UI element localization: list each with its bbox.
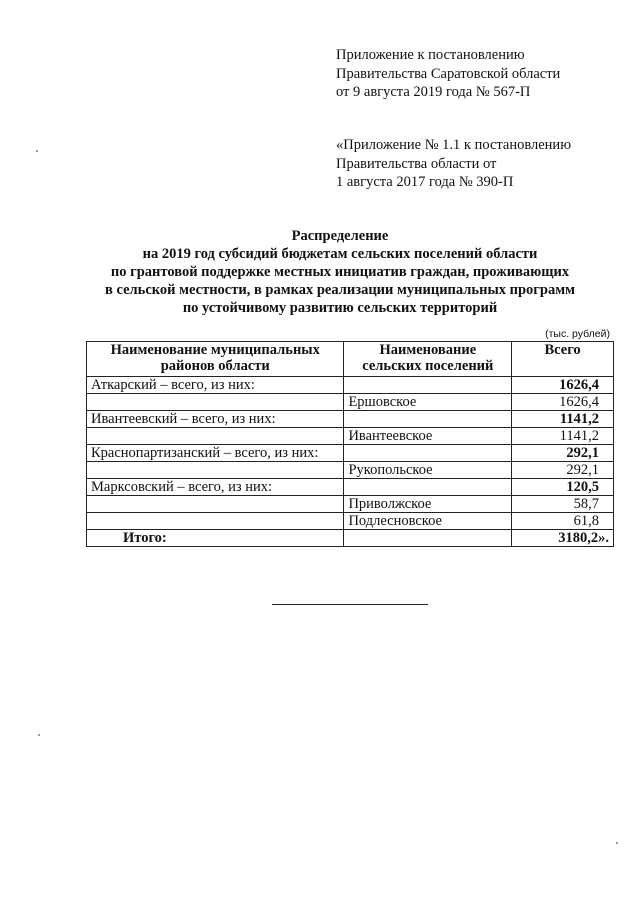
settlement-cell: Подлесновское: [344, 513, 512, 530]
subsidy-table: [86, 341, 614, 547]
scan-speck: [38, 734, 40, 736]
total-label: Итого:: [87, 530, 344, 547]
unit-label: (тыс. рублей): [545, 328, 610, 340]
settlement-cell: [344, 479, 512, 496]
title-line: в сельской местности, в рамках реализации муниципальных программ: [105, 282, 575, 298]
table-row: [87, 377, 614, 394]
table-header-row: [87, 342, 614, 377]
settlement-cell: Приволжское: [344, 496, 512, 513]
header-total: Всего: [512, 342, 614, 377]
header-districts: Наименование муниципальных районов области: [87, 342, 344, 377]
annex-reference: Приложение к постановлению Правительства Саратовской области от 9 августа 2019 года № 567-П: [336, 47, 561, 100]
amount-cell: 292,1: [512, 462, 614, 479]
amount-cell: 61,8: [512, 513, 614, 530]
table-row: [87, 428, 614, 445]
title-line: по устойчивому развитию сельских территорий: [182, 300, 498, 316]
settlement-cell: [344, 411, 512, 428]
amount-cell: 1626,4: [512, 394, 614, 411]
district-cell: [87, 394, 344, 411]
district-cell: [87, 513, 344, 530]
table-row: [87, 496, 614, 513]
table-row: [87, 479, 614, 496]
district-cell: Марксовский – всего, из них:: [87, 479, 344, 496]
district-cell: Краснопартизанский – всего, из них:: [87, 445, 344, 462]
total-empty-cell: [344, 530, 512, 547]
amount-cell: 1141,2: [512, 428, 614, 445]
table-row: [87, 394, 614, 411]
district-cell: [87, 496, 344, 513]
district-cell: Аткарский – всего, из них:: [87, 377, 344, 394]
title-line: Распределение: [291, 228, 389, 244]
total-row: [87, 530, 614, 547]
scan-speck: [616, 842, 618, 844]
total-value: 3180,2».: [512, 530, 614, 547]
table-row: [87, 445, 614, 462]
settlement-cell: Рукопольское: [344, 462, 512, 479]
table-row: [87, 462, 614, 479]
scan-speck: [36, 150, 38, 152]
annex-amendment-reference: «Приложение № 1.1 к постановлению Правительства области от 1 августа 2017 года № 390-П: [336, 137, 572, 190]
table-row: [87, 411, 614, 428]
district-cell: Ивантеевский – всего, из них:: [87, 411, 344, 428]
amount-cell: 292,1: [512, 445, 614, 462]
settlement-cell: Ершовское: [344, 394, 512, 411]
district-cell: [87, 462, 344, 479]
amount-cell: 1141,2: [512, 411, 614, 428]
district-cell: [87, 428, 344, 445]
closing-rule: [272, 604, 428, 605]
amount-cell: 120,5: [512, 479, 614, 496]
amount-cell: 1626,4: [512, 377, 614, 394]
table-row: [87, 513, 614, 530]
title-line: на 2019 год субсидий бюджетам сельских поселений области: [142, 246, 538, 262]
document-title: [60, 227, 620, 317]
settlement-cell: [344, 377, 512, 394]
settlement-cell: [344, 445, 512, 462]
header-settlements: Наименование сельских поселений: [344, 342, 512, 377]
settlement-cell: Ивантеевское: [344, 428, 512, 445]
amount-cell: 58,7: [512, 496, 614, 513]
title-line: по грантовой поддержке местных инициатив граждан, проживающих: [110, 264, 570, 280]
